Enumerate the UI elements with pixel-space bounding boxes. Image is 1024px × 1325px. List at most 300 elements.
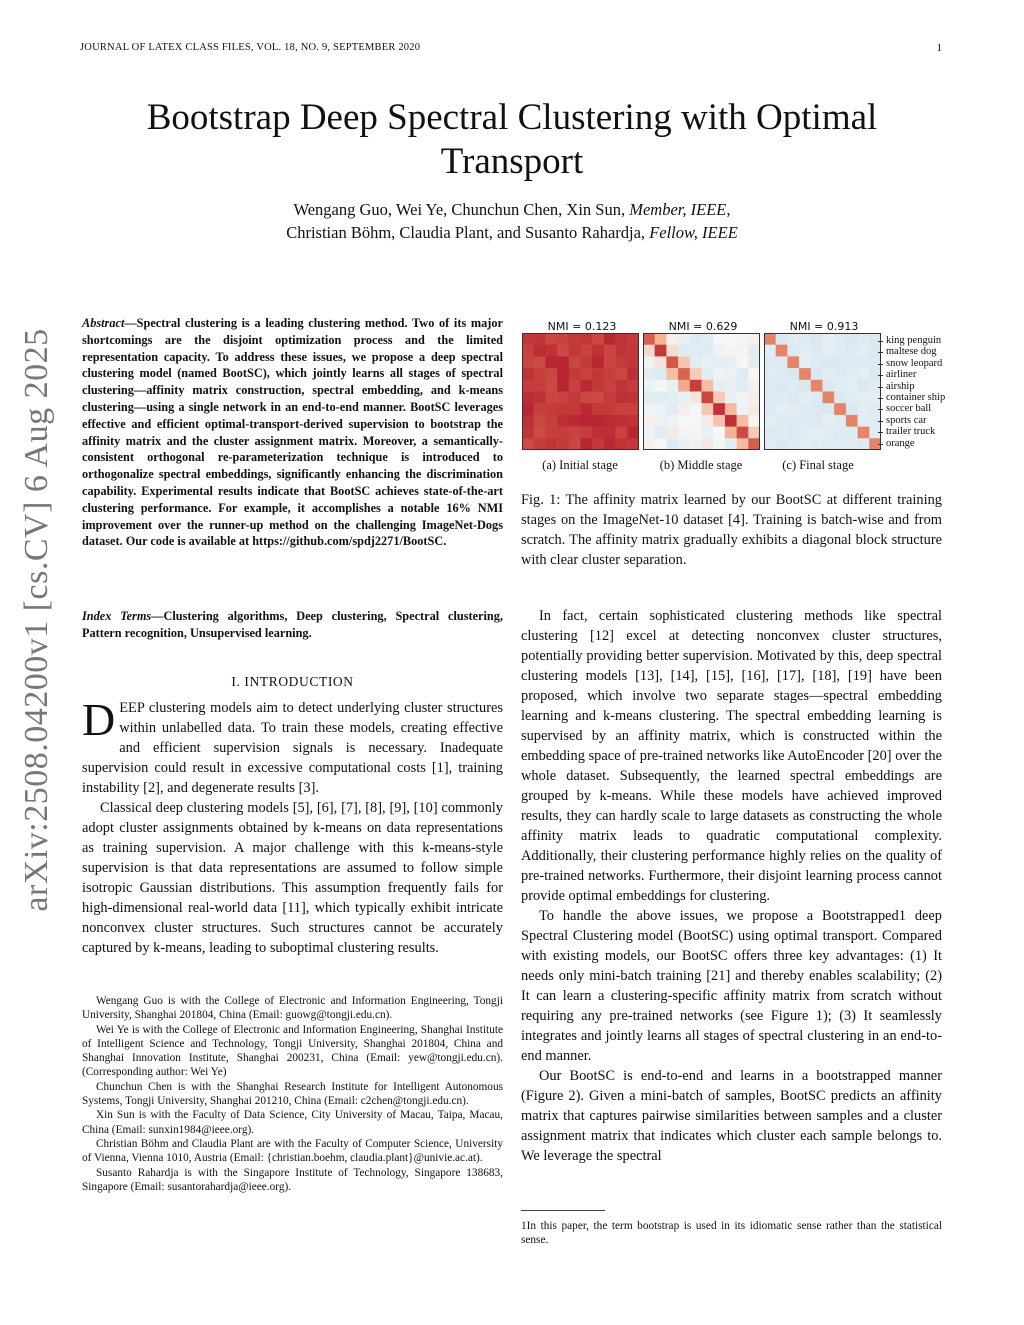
matrix-cell (799, 438, 811, 450)
matrix-cell (834, 368, 846, 380)
matrix-cell (604, 438, 616, 450)
matrix-cell (678, 427, 690, 439)
matrix-cell (834, 333, 846, 345)
matrix-cell (764, 380, 776, 392)
matrix-cell (616, 345, 628, 357)
matrix-cell (545, 392, 557, 404)
matrix-cell (737, 415, 749, 427)
matrix-cell (666, 427, 678, 439)
matrix-cell (764, 345, 776, 357)
matrix-cell (811, 368, 823, 380)
matrix-cell (823, 403, 835, 415)
intro-paragraph-1 (82, 694, 503, 798)
matrix-cell (643, 368, 655, 380)
matrix-cell (643, 333, 655, 345)
matrix-cell (776, 403, 788, 415)
matrix-cell (787, 403, 799, 415)
matrix-cell (846, 403, 858, 415)
right-paragraph-3: Our BootSC is end-to-end and learns in a bootstrapped manner (Figure 2). Given a mini-batch of samples, BootSC predicts an affinity matrix that captures pairwise similarities between samples and a cluster assignment matrix that indicates which cluster each sample belongs to. We leverage the spectral (521, 1068, 942, 1164)
matrix-cell (764, 368, 776, 380)
matrix-cell (748, 427, 760, 439)
matrix-cell (737, 368, 749, 380)
legend-item: trailer truck (884, 426, 945, 437)
affiliation-item: Susanto Rahardja is with the Singapore Institute of Technology, Singapore 138683, Singapore (Email: susantorahardja@ieee.org). (82, 1166, 503, 1193)
matrix-cell (545, 333, 557, 345)
matrix-cell (604, 427, 616, 439)
matrix-cell (557, 333, 569, 345)
subcaption-a: (a) Initial stage (542, 458, 618, 472)
matrix-cell (666, 438, 678, 450)
matrix-cell (748, 438, 760, 450)
matrix-cell (776, 427, 788, 439)
affinity-matrix-initial (522, 333, 639, 450)
affiliation-item: Christian Böhm and Claudia Plant are with the Faculty of Computer Science, University of Vienna, Vienna 1010, Austria (Email: {christian.boehm, claudia.plant}@univie.ac.at). (82, 1137, 503, 1165)
index-terms-text: Clustering algorithms, Deep clustering, Spectral clustering, Pattern recognition, Unsupervised learning. (82, 609, 503, 640)
matrix-cell (522, 345, 534, 357)
matrix-cell (643, 345, 655, 357)
subcaption-c: (c) Final stage (782, 458, 854, 472)
matrix-cell (666, 403, 678, 415)
matrix-cell (643, 380, 655, 392)
matrix-cell (666, 356, 678, 368)
matrix-cell (592, 356, 604, 368)
matrix-cell (776, 368, 788, 380)
matrix-cell (569, 368, 581, 380)
running-head: JOURNAL OF LATEX CLASS FILES, VOL. 18, NO. 9, SEPTEMBER 2020 (80, 42, 421, 53)
matrix-cell (592, 415, 604, 427)
matrix-cell (655, 392, 667, 404)
matrix-cell (823, 345, 835, 357)
matrix-cell (737, 427, 749, 439)
matrix-cell (569, 415, 581, 427)
matrix-cell (858, 415, 870, 427)
matrix-cell (569, 345, 581, 357)
matrix-cell (604, 368, 616, 380)
author-list: Wengang Guo, Wei Ye, Chunchun Chen, Xin Sun, Member, IEEE, Christian Böhm, Claudia Plant, and Susanto Rahardja, Fellow, IEEE (286, 200, 738, 242)
matrix-cell (811, 403, 823, 415)
matrix-cell (799, 415, 811, 427)
matrix-cell (592, 368, 604, 380)
matrix-cell (858, 368, 870, 380)
nmi-label-b: NMI = 0.629 (668, 320, 738, 333)
matrix-cell (655, 345, 667, 357)
matrix-cell (725, 415, 737, 427)
matrix-cell (690, 380, 702, 392)
matrix-cell (655, 333, 667, 345)
matrix-cell (522, 368, 534, 380)
abstract-text: Spectral clustering is a leading clustering method. Two of its major shortcomings are the disjoint optimization process and the limited representation capacity. To address these issues, we propose a deep spectral clustering model (named BootSC), which jointly learns all stages of spectral clustering—affinity matrix construction, spectral embedding, and k-means clustering—using a single network in an end-to-end manner. BootSC leverages effective and efficient optimal-transport-derived supervision to bootstrap the affinity matrix and the cluster assignment matrix. Moreover, a semantically-consistent orthogonal re-parameterization technique is introduced to orthogonalize spectral embeddings, significantly enhancing the discrimination capability. Experimental results indicate that BootSC achieves state-of-the-art clustering performance. For example, it accomplishes a notable 16% NMI improvement over the runner-up method on the challenging ImageNet-Dogs dataset. Our code is available at https://github.com/spdj2271/BootSC. (82, 316, 503, 549)
matrix-cell (627, 333, 639, 345)
matrix-cell (846, 356, 858, 368)
matrix-cell (522, 356, 534, 368)
matrix-cell (858, 392, 870, 404)
matrix-cell (581, 345, 593, 357)
matrix-cell (858, 356, 870, 368)
matrix-cell (725, 380, 737, 392)
right-paragraph-1: In fact, certain sophisticated clustering methods like spectral clustering [12] excel at detecting nonconvex cluster structures, potentially providing better supervision. Motivated by this, deep spectral clustering models [13], [14], [15], [16], [17], [18], [19] have been proposed, which involve two separate stages—spectral embedding learning and k-means clustering. The spectral embedding learning is supervised by an affinity matrix, which is constructed within the embedding space of pre-trained networks like AutoEncoder [20] over the whole dataset. Subsequently, the learned spectral embeddings are grouped by k-means. While these models have achieved improved results, they can hardly scale to large datasets as constructing the whole affinity matrix leads to quadratic computational complexity. Additionally, their clustering performance highly relies on the quality of pre-trained networks. Furthermore, their disjoint learning process cannot provide optimal embeddings for clustering. (521, 608, 942, 904)
matrix-cell (725, 356, 737, 368)
matrix-cell (764, 415, 776, 427)
matrix-cell (799, 345, 811, 357)
matrix-cell (776, 345, 788, 357)
matrix-cell (569, 380, 581, 392)
matrix-cell (643, 403, 655, 415)
matrix-cell (678, 345, 690, 357)
matrix-cell (666, 415, 678, 427)
index-terms-label: Index Terms (82, 609, 152, 623)
matrix-cell (834, 438, 846, 450)
matrix-cell (787, 368, 799, 380)
footnote-rule (521, 1210, 605, 1211)
matrix-cell (616, 438, 628, 450)
matrix-cell (725, 345, 737, 357)
matrix-cell (725, 438, 737, 450)
matrix-cell (823, 438, 835, 450)
matrix-cell (557, 392, 569, 404)
matrix-cell (811, 333, 823, 345)
matrix-cell (604, 333, 616, 345)
matrix-cell (604, 345, 616, 357)
matrix-cell (627, 368, 639, 380)
matrix-cell (858, 380, 870, 392)
matrix-cell (545, 368, 557, 380)
matrix-cell (666, 345, 678, 357)
matrix-cell (678, 333, 690, 345)
matrix-cell (823, 368, 835, 380)
matrix-cell (557, 380, 569, 392)
matrix-cell (811, 392, 823, 404)
matrix-cell (834, 403, 846, 415)
matrix-cell (834, 345, 846, 357)
matrix-cell (702, 345, 714, 357)
matrix-cell (534, 380, 546, 392)
matrix-cell (846, 380, 858, 392)
matrix-cell (627, 345, 639, 357)
matrix-cell (616, 333, 628, 345)
matrix-cell (811, 415, 823, 427)
matrix-cell (655, 403, 667, 415)
matrix-cell (834, 427, 846, 439)
matrix-cell (702, 438, 714, 450)
matrix-cell (858, 403, 870, 415)
matrix-cell (748, 356, 760, 368)
matrix-cell (823, 356, 835, 368)
matrix-cell (713, 415, 725, 427)
matrix-cell (616, 356, 628, 368)
matrix-cell (748, 380, 760, 392)
matrix-cell (702, 403, 714, 415)
matrix-cell (616, 368, 628, 380)
matrix-cell (811, 356, 823, 368)
authors-line1: Wengang Guo, Wei Ye, Chunchun Chen, Xin Sun, (293, 200, 626, 219)
matrix-cell (604, 403, 616, 415)
right-column-body (521, 606, 942, 1166)
matrix-cell (834, 380, 846, 392)
matrix-cell (846, 415, 858, 427)
matrix-cell (846, 438, 858, 450)
matrix-cell (713, 333, 725, 345)
matrix-cell (627, 415, 639, 427)
matrix-cell (834, 415, 846, 427)
matrix-cell (787, 333, 799, 345)
matrix-cell (764, 403, 776, 415)
matrix-cell (776, 438, 788, 450)
matrix-cell (592, 380, 604, 392)
matrix-cell (823, 392, 835, 404)
matrix-cell (655, 368, 667, 380)
matrix-cell (557, 427, 569, 439)
matrix-cell (569, 356, 581, 368)
matrix-cell (811, 427, 823, 439)
matrix-cell (581, 403, 593, 415)
matrix-cell (787, 427, 799, 439)
matrix-cell (713, 380, 725, 392)
matrix-cell (616, 403, 628, 415)
matrix-cell (581, 333, 593, 345)
matrix-cell (737, 345, 749, 357)
matrix-cell (545, 380, 557, 392)
matrix-cell (569, 333, 581, 345)
matrix-cell (534, 403, 546, 415)
matrix-cell (678, 368, 690, 380)
matrix-cell (678, 380, 690, 392)
matrix-cell (557, 345, 569, 357)
matrix-cell (776, 356, 788, 368)
matrix-cell (787, 392, 799, 404)
matrix-cell (702, 427, 714, 439)
matrix-cell (737, 403, 749, 415)
matrix-cell (787, 415, 799, 427)
matrix-cell (616, 415, 628, 427)
matrix-cell (627, 380, 639, 392)
matrix-cell (557, 356, 569, 368)
matrix-cell (799, 333, 811, 345)
matrix-cell (787, 345, 799, 357)
matrix-cell (846, 368, 858, 380)
matrix-cell (690, 345, 702, 357)
matrix-cell (690, 438, 702, 450)
matrix-cell (725, 427, 737, 439)
intro-paragraph-2: Classical deep clustering models [5], [6], [7], [8], [9], [10] commonly adopt cluster assignments obtained by k-means on data representations as training supervision. A major challenge with this k-means-style supervision is that data representations are assumed to follow simple isotropic Gaussian distributions. This assumption frequently fails for high-dimensional real-world data [11], which typically exhibit intricate nonconvex cluster structures. Such structures cannot be accurately captured by k-means, leading to suboptimal clustering results. (82, 800, 503, 956)
matrix-cell (534, 438, 546, 450)
matrix-cell (811, 345, 823, 357)
matrix-cell (545, 403, 557, 415)
matrix-cell (690, 415, 702, 427)
matrix-cell (581, 415, 593, 427)
matrix-cell (666, 380, 678, 392)
page-number: 1 (936, 42, 942, 54)
legend-item: soccer ball (884, 403, 945, 414)
matrix-cell (764, 356, 776, 368)
matrix-cell (737, 380, 749, 392)
matrix-cell (678, 356, 690, 368)
matrix-cell (869, 356, 881, 368)
matrix-cell (655, 427, 667, 439)
matrix-cell (627, 438, 639, 450)
matrix-cell (776, 392, 788, 404)
matrix-cell (581, 356, 593, 368)
matrix-cell (811, 380, 823, 392)
matrix-cell (522, 403, 534, 415)
matrix-cell (799, 356, 811, 368)
matrix-cell (823, 427, 835, 439)
matrix-cell (702, 333, 714, 345)
matrix-cell (725, 403, 737, 415)
matrix-cell (604, 356, 616, 368)
matrix-cell (713, 438, 725, 450)
arxiv-sidebar (8, 0, 66, 1325)
matrix-cell (799, 392, 811, 404)
matrix-cell (534, 333, 546, 345)
legend-item: snow leopard (884, 358, 945, 369)
matrix-cell (702, 380, 714, 392)
matrix-cell (834, 356, 846, 368)
matrix-cell (787, 438, 799, 450)
matrix-cell (557, 368, 569, 380)
class-legend (884, 335, 945, 449)
matrix-cell (811, 438, 823, 450)
matrix-cell (534, 392, 546, 404)
legend-item: airliner (884, 369, 945, 380)
matrix-cell (748, 415, 760, 427)
matrix-cell (534, 345, 546, 357)
matrix-cell (690, 356, 702, 368)
matrix-cell (534, 427, 546, 439)
matrix-cell (545, 415, 557, 427)
right-paragraph-2: To handle the above issues, we propose a Bootstrapped1 deep Spectral Clustering model (BootSC) using optimal transport. Compared with existing models, our BootSC offers three key advantages: (1) It needs only mini-batch training [21] and thereby enables scalability; (2) It can learn a clustering-specific affinity matrix from scratch without requiring any pre-trained networks (see Figure 1); (3) It seamlessly integrates and jointly learns all stages of spectral clustering in an end-to-end manner. (521, 908, 942, 1064)
legend-item: sports car (884, 415, 945, 426)
paper-title: Bootstrap Deep Spectral Clustering with Optimal Transport (146, 97, 878, 182)
matrix-cell (581, 368, 593, 380)
matrix-cell (776, 380, 788, 392)
affiliation-item: Chunchun Chen is with the Shanghai Research Institute for Intelligent Autonomous Systems, Tongji University, Shanghai 201210, China (Email: c2chen@tongji.edu.cn). (82, 1080, 503, 1108)
matrix-cell (627, 427, 639, 439)
matrix-cell (545, 356, 557, 368)
matrix-cell (534, 368, 546, 380)
matrix-cell (787, 380, 799, 392)
matrix-cell (823, 333, 835, 345)
matrix-cell (666, 368, 678, 380)
matrix-cell (869, 333, 881, 345)
matrix-cell (799, 368, 811, 380)
matrix-cell (799, 427, 811, 439)
matrix-cell (592, 438, 604, 450)
index-terms: Index Terms—Clustering algorithms, Deep clustering, Spectral clustering, Pattern recognition, Unsupervised learning. (82, 609, 503, 640)
affiliation-item: Xin Sun is with the Faculty of Data Science, City University of Macau, Taipa, Macau, China (Email: sunxin1984@ieee.org). (82, 1109, 503, 1136)
intro-p1-text: EEP clustering models aim to detect underlying cluster structures within unlabelled data. To train these models, creating effective and efficient supervision signals is necessary. Inadequate supervision could result in excessive computational costs [1], training instability [2], and degenerate results [3]. (82, 700, 503, 796)
matrix-cell (522, 438, 534, 450)
matrix-cell (713, 356, 725, 368)
footnote: 1In this paper, the term bootstrap is used in its idiomatic sense rather than the statistical sense. (521, 1220, 942, 1247)
matrix-cell (655, 380, 667, 392)
affiliation-item: Wengang Guo is with the College of Electronic and Information Engineering, Tongji University, Shanghai 201804, China (Email: guowg@tongji.edu.cn). (82, 995, 503, 1022)
matrix-cell (737, 333, 749, 345)
matrix-cell (581, 427, 593, 439)
matrix-cell (690, 368, 702, 380)
matrix-cell (643, 438, 655, 450)
matrix-cell (776, 415, 788, 427)
matrix-cell (713, 368, 725, 380)
matrix-cell (690, 333, 702, 345)
matrix-cell (858, 438, 870, 450)
matrix-cell (643, 356, 655, 368)
abstract-label: Abstract (82, 316, 125, 330)
matrix-cell (737, 356, 749, 368)
matrix-cell (616, 427, 628, 439)
subcaption-b: (b) Middle stage (659, 458, 743, 472)
matrix-cell (557, 403, 569, 415)
matrix-cell (592, 403, 604, 415)
matrix-cell (846, 333, 858, 345)
matrix-cell (764, 333, 776, 345)
affinity-matrix-final (764, 333, 881, 450)
matrix-cell (592, 427, 604, 439)
matrix-cell (522, 415, 534, 427)
matrix-cell (678, 438, 690, 450)
matrix-cell (545, 438, 557, 450)
matrix-cell (702, 368, 714, 380)
matrix-cell (690, 427, 702, 439)
matrix-cell (522, 427, 534, 439)
matrix-cell (655, 356, 667, 368)
matrix-cell (545, 427, 557, 439)
matrix-cell (666, 333, 678, 345)
matrix-cell (869, 368, 881, 380)
matrix-cell (725, 368, 737, 380)
matrix-cell (569, 392, 581, 404)
affinity-matrix-middle (643, 333, 760, 450)
matrix-cell (846, 427, 858, 439)
matrix-cell (592, 392, 604, 404)
matrix-cell (522, 380, 534, 392)
matrix-cell (713, 403, 725, 415)
legend-item: airship (884, 381, 945, 392)
matrix-cell (616, 380, 628, 392)
figure-caption: Fig. 1: The affinity matrix learned by our BootSC at different training stages on the ImageNet-10 dataset [4]. Training is batch-wise and from scratch. The affinity matrix gradually exhibits a diagonal block structure with clear cluster separation. (521, 492, 942, 568)
matrix-cell (858, 427, 870, 439)
affiliations (82, 994, 503, 1194)
matrix-cell (713, 427, 725, 439)
section-heading: I. INTRODUCTION (231, 674, 354, 689)
matrix-cell (787, 356, 799, 368)
matrix-cell (581, 380, 593, 392)
legend-item: orange (884, 438, 945, 449)
matrix-cell (627, 403, 639, 415)
matrix-cell (592, 333, 604, 345)
matrix-cell (702, 356, 714, 368)
matrix-cell (690, 392, 702, 404)
matrix-cell (655, 415, 667, 427)
matrix-cell (627, 392, 639, 404)
matrix-cell (581, 438, 593, 450)
authors-line2-role: Fellow, IEEE (649, 223, 738, 242)
matrix-cell (569, 403, 581, 415)
matrix-cell (764, 392, 776, 404)
matrix-cell (522, 392, 534, 404)
matrix-cell (702, 415, 714, 427)
matrix-cell (748, 345, 760, 357)
matrix-cell (522, 333, 534, 345)
matrix-cell (725, 392, 737, 404)
matrix-cell (869, 345, 881, 357)
matrix-cell (534, 415, 546, 427)
matrix-cell (604, 415, 616, 427)
affiliation-item: Wei Ye is with the College of Electronic and Information Engineering, Shanghai Institute of Intelligent Science and Technology, Tongji University, Shanghai 201804, China and Shanghai Innovation Institute, Shanghai 200231, China (Email: yew@tongji.edu.cn). (Corresponding author: Wei Ye) (82, 1023, 503, 1079)
matrix-cell (534, 356, 546, 368)
matrix-cell (713, 392, 725, 404)
drop-cap: D (82, 694, 116, 745)
matrix-cell (643, 415, 655, 427)
